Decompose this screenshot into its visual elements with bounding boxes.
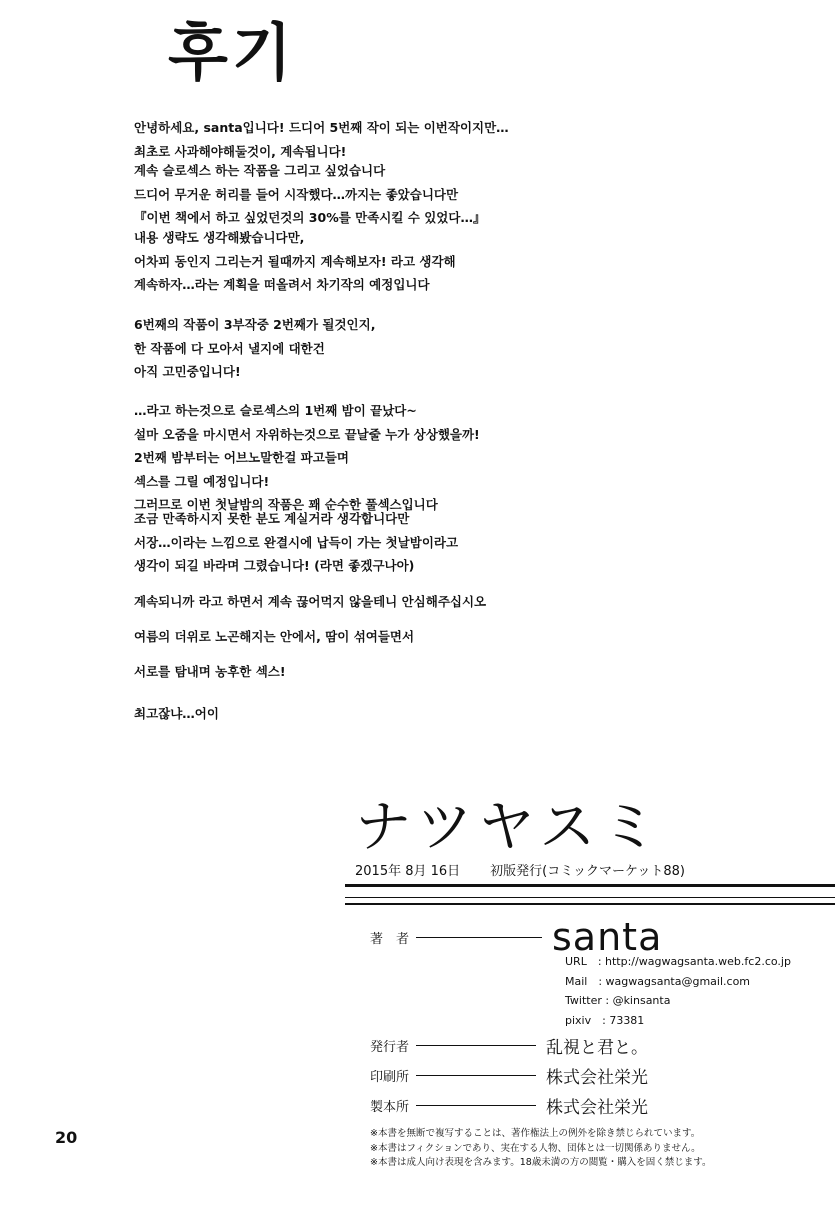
author-contacts	[565, 952, 791, 1030]
divider-rule	[345, 897, 835, 898]
text-line: 계속하자…라는 계획을 떠올려서 차기작의 예정입니다	[134, 277, 430, 292]
text-line: 안녕하세요, santa입니다! 드디어 5번째 작이 되는 이번작이지만…	[134, 120, 509, 135]
afterword-paragraph	[134, 625, 414, 649]
author-name: santa	[552, 915, 663, 959]
legal-notes	[370, 1127, 712, 1171]
contact-url: URL : http://wagwagsanta.web.fc2.co.jp	[565, 955, 791, 968]
publication-date: 2015年 8月 16日	[355, 864, 461, 879]
text-line: 드디어 무거운 허리를 들어 시작했다…까지는 좋았습니다만	[134, 186, 459, 202]
binder-name: 株式会社栄光	[546, 1098, 648, 1118]
binder-label: 製本所	[370, 1100, 410, 1115]
text-line: 6번째의 작품이 3부작중 2번째가 될것인지,	[134, 317, 376, 332]
edition-info: 初版発行(コミックマーケット88)	[490, 864, 685, 879]
publisher-row	[370, 1033, 648, 1058]
publication-date-line	[355, 860, 685, 879]
afterword-paragraph	[134, 226, 456, 297]
text-line: 2번째 밤부터는 어브노말한걸 파고들며	[134, 450, 349, 465]
divider-rule	[345, 903, 835, 905]
text-line: 최고잖냐…어이	[134, 706, 219, 721]
text-line: 계속 슬로섹스 하는 작품을 그리고 싶었습니다	[134, 163, 386, 178]
leader-line	[416, 937, 542, 938]
afterword-paragraph	[134, 702, 219, 726]
text-line: 『이번 책에서 하고 싶었던것의 30%를 만족시킬 수 있었다…』	[134, 210, 486, 225]
page-number: 20	[55, 1128, 78, 1147]
text-line: …라고 하는것으로 슬로섹스의 1번째 밤이 끝났다~	[134, 403, 417, 418]
afterword-paragraph	[134, 159, 485, 230]
text-line: 설마 오줌을 마시면서 자위하는것으로 끝날줄 누가 상상했을까!	[134, 426, 480, 442]
publisher-label: 発行者	[370, 1040, 410, 1055]
text-line: 서장…이라는 느낌으로 완결시에 납득이 가는 첫날밤이라고	[134, 534, 459, 550]
text-line: 서로를 탐내며 농후한 섹스!	[134, 664, 286, 679]
text-line: 그러므로 이번 첫날밤의 작품은 꽤 순수한 풀섹스입니다	[134, 497, 438, 512]
publisher-name: 乱視と君と。	[546, 1038, 648, 1058]
divider-rule	[345, 884, 835, 887]
text-line: 최초로 사과해야해둘것이, 계속됩니다!	[134, 143, 347, 159]
afterword-paragraph	[134, 660, 286, 684]
afterword-paragraph	[134, 507, 458, 578]
leader-line	[416, 1105, 536, 1106]
afterword-paragraph	[134, 399, 480, 517]
leader-line	[416, 1075, 536, 1076]
printer-row	[370, 1063, 648, 1088]
leader-line	[416, 1045, 536, 1046]
book-title: ナツヤスミ	[355, 795, 664, 860]
text-line: 조금 만족하시지 못한 분도 계실거라 생각합니다만	[134, 511, 410, 526]
text-line: 생각이 되길 바라며 그렸습니다! (라면 좋겠구나아)	[134, 558, 415, 573]
text-line: 여름의 더위로 노곤해지는 안에서, 땀이 섞여들면서	[134, 629, 415, 644]
contact-twitter: Twitter : @kinsanta	[565, 994, 671, 1007]
text-line: 한 작품에 다 모아서 낼지에 대한건	[134, 340, 325, 356]
printer-label: 印刷所	[370, 1070, 410, 1085]
contact-pixiv: pixiv : 73381	[565, 1013, 645, 1027]
legal-note: ※本書は成人向け表現を含みます。18歳未満の方の閲覧・購入を固く禁じます。	[370, 1157, 712, 1168]
binder-row	[370, 1093, 648, 1118]
afterword-paragraph	[134, 313, 375, 384]
afterword-title: 후기	[168, 16, 296, 89]
legal-note: ※本書を無断で複写することは、著作権法上の例外を除き禁じられています。	[370, 1128, 701, 1139]
author-label: 著 者	[370, 931, 410, 947]
afterword-paragraph	[134, 590, 486, 614]
text-line: 섹스를 그릴 예정입니다!	[134, 473, 270, 489]
text-line: 어차피 동인지 그리는거 될때까지 계속해보자! 라고 생각해	[134, 253, 456, 269]
text-line: 계속되니까 라고 하면서 계속 끊어먹지 않을테니 안심해주십시오	[134, 594, 487, 609]
afterword-paragraph	[134, 116, 509, 163]
contact-mail: Mail : wagwagsanta@gmail.com	[565, 974, 751, 988]
text-line: 아직 고민중입니다!	[134, 364, 241, 379]
printer-name: 株式会社栄光	[546, 1068, 648, 1088]
legal-note: ※本書はフィクションであり、実在する人物、団体とは一切関係ありません。	[370, 1142, 701, 1154]
text-line: 내용 생략도 생각해봤습니다만,	[134, 230, 305, 245]
